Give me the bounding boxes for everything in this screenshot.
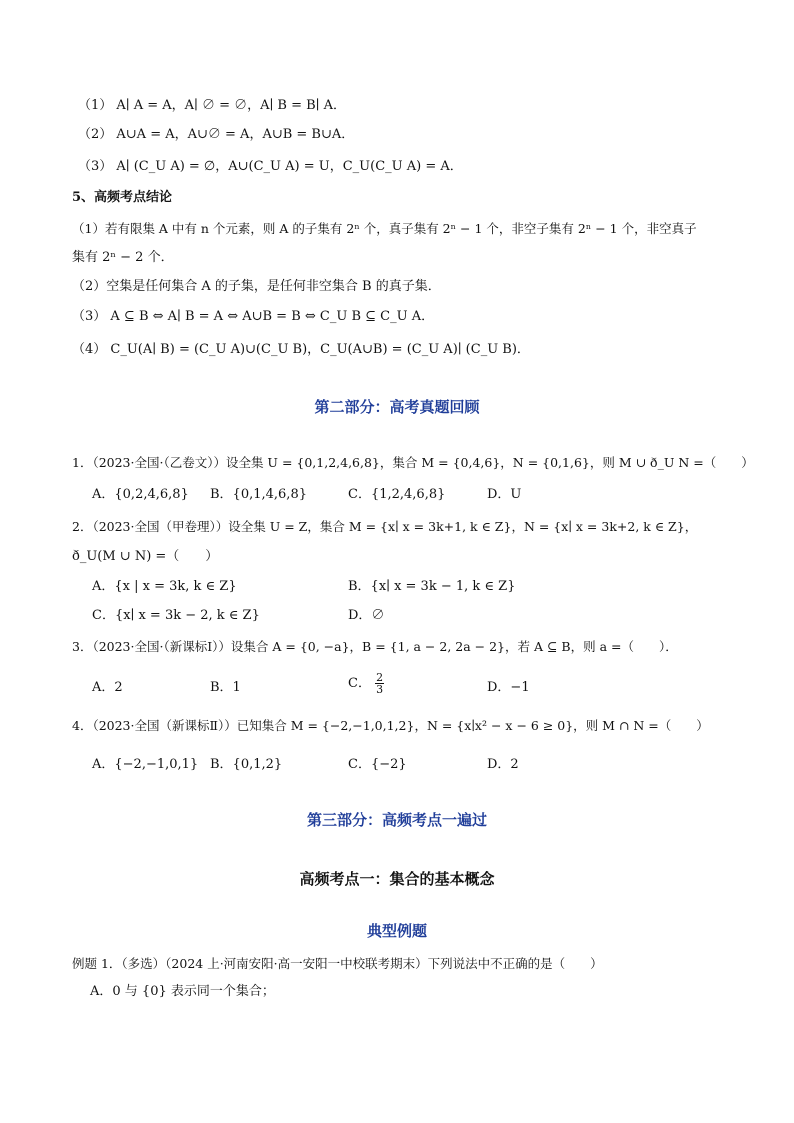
- property-line-3: （3） A∣ (C_U A) = ∅，A∪(C_U A) = U，C_U(C_U A) = A．: [78, 159, 463, 174]
- question-2-option-d: D．∅: [348, 608, 385, 623]
- conclusion-4: （4） C_U(A∣ B) = (C_U A)∪(C_U B)，C_U(A∪B) = (C_U A)∣ (C_U B)．: [72, 342, 530, 357]
- question-3-option-a: A．2: [92, 680, 123, 695]
- question-3-option-c: [348, 672, 384, 695]
- conclusion-3: （3） A ⊆ B ⇔ A∣ B = A ⇔ A∪B = B ⇔ C_U B ⊆ C_U A．: [72, 309, 435, 324]
- question-4-option-a: A．{−2,−1,0,1}: [92, 757, 199, 772]
- question-3-option-b: B．1: [210, 680, 241, 695]
- part-3-title: 第三部分：高频考点一遍过: [306, 811, 487, 829]
- conclusion-1-line-a: （1）若有限集 A 中有 n 个元素，则 A 的子集有 2ⁿ 个，真子集有 2ⁿ − 1 个，非空子集有 2ⁿ − 1 个，非空真子: [72, 221, 697, 236]
- example-1-option-a: A．0 与 {0} 表示同一个集合；: [90, 984, 275, 999]
- question-1-option-c: C．{1,2,4,6,8}: [348, 487, 446, 502]
- question-4-stem: 4．（2023·全国（新课标Ⅱ））已知集合 M = {−2,−1,0,1,2}，N = {x∣x² − x − 6 ≥ 0}，则 M ∩ N =（ ）: [72, 718, 709, 733]
- fraction-numerator: 2: [376, 671, 384, 684]
- part-2-title: 第二部分：高考真题回顾: [314, 398, 480, 416]
- question-2-option-c: C．{x∣ x = 3k − 2, k ∈ Z}: [92, 608, 260, 623]
- question-2-option-b: B．{x∣ x = 3k − 1, k ∈ Z}: [348, 579, 516, 594]
- conclusion-1-line-b: 集有 2ⁿ − 2 个．: [72, 250, 174, 265]
- question-3-option-d: D．−1: [487, 680, 530, 695]
- section-5-title: 5、高频考点结论: [72, 190, 173, 205]
- question-2-stem-continued: ð_U(M ∪ N) =（ ）: [72, 549, 219, 564]
- fraction: [375, 672, 384, 695]
- conclusion-2: （2）空集是任何集合 A 的子集，是任何非空集合 B 的真子集．: [72, 279, 441, 294]
- property-line-1: （1） A∣ A = A，A∣ ∅ = ∅，A∣ B = B∣ A．: [78, 98, 346, 113]
- property-line-2: （2） A∪A = A，A∪∅ = A，A∪B = B∪A．: [78, 127, 355, 142]
- question-1-option-b: B．{0,1,4,6,8}: [210, 487, 307, 502]
- question-3-option-c-label: C．: [348, 676, 371, 691]
- question-1-option-a: A．{0,2,4,6,8}: [92, 487, 189, 502]
- question-2-stem: 2．（2023·全国（甲卷理））设全集 U = Z，集合 M = {x∣ x = 3k+1, k ∈ Z}，N = {x∣ x = 3k+2, k ∈ Z}，: [72, 519, 698, 534]
- topic-1-title: 高频考点一：集合的基本概念: [299, 870, 495, 888]
- question-1-option-d: D．U: [487, 487, 522, 502]
- question-3-stem: 3．（2023·全国·（新课标Ⅰ））设集合 A = {0, −a}，B = {1, a − 2, 2a − 2}，若 A ⊆ B，则 a =（ ）．: [72, 639, 678, 654]
- example-1-stem: 例题 1．（多选）（2024 上·河南安阳·高一安阳一中校联考期末）下列说法中不正确的是（ ）: [72, 956, 603, 971]
- question-4-option-b: B．{0,1,2}: [210, 757, 283, 772]
- question-2-option-a: A．{x | x = 3k, k ∈ Z}: [92, 579, 237, 594]
- fraction-denominator: 3: [376, 683, 384, 696]
- question-4-option-c: C．{−2}: [348, 757, 407, 772]
- question-4-option-d: D．2: [487, 757, 519, 772]
- example-heading: 典型例题: [366, 922, 427, 940]
- question-1-stem: 1．（2023·全国·（乙卷文））设全集 U = {0,1,2,4,6,8}，集合 M = {0,4,6}，N = {0,1,6}，则 M ∪ ð_U N =（ ）: [72, 455, 754, 470]
